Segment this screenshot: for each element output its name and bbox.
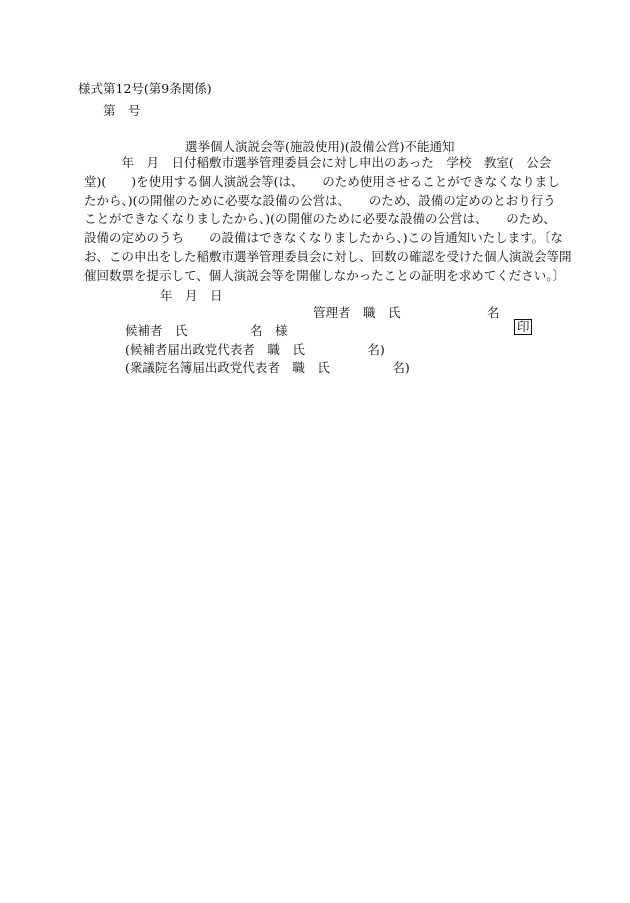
document-number-line: 第 号	[103, 103, 141, 118]
candidate-line: 候補者 氏 名 様	[125, 323, 288, 338]
list-party-representative-line: (衆議院名簿届出政党代表者 職 氏 名)	[125, 360, 410, 375]
notice-title: 選挙個人演説会等(施設使用)(設備公営)不能通知	[185, 139, 455, 154]
form-number: 様式第12号(第9条関係)	[78, 81, 212, 96]
body-line: お、この申出をした稲敷市選挙管理委員会に対し、回数の確認を受けた個人演説会等開	[84, 248, 572, 264]
seal-box	[506, 303, 532, 335]
body-line: たから、)(の開催のために必要な設備の公営は、 のため、設備の定めのとおり行う	[84, 192, 556, 208]
body-line: 設備の定めのうち の設備はできなくなりましたから、)この旨通知いたします。〔な	[84, 230, 563, 246]
manager-line: 管理者 職 氏	[313, 305, 401, 320]
manager-name-suffix: 名	[487, 305, 500, 320]
seal-mark: 印	[514, 319, 533, 335]
body-line: 年 月 日付稲敷市選挙管理委員会に対し申出のあった 学校 教室( 公会	[84, 155, 552, 170]
date-line: 年 月 日	[160, 288, 223, 303]
party-representative-line: (候補者届出政党代表者 職 氏 名)	[125, 342, 385, 357]
notice-body	[84, 154, 572, 286]
body-line: 催回数票を提示して、個人演説会等を開催しなかったことの証明を求めてください。〕	[84, 267, 566, 283]
body-line: 堂)( )を使用する個人演説会等(は、 のため使用させることができなくなりまし	[84, 173, 560, 189]
body-line: ことができなくなりましたから、)(の開催のために必要な設備の公営は、 のため、	[84, 211, 556, 227]
